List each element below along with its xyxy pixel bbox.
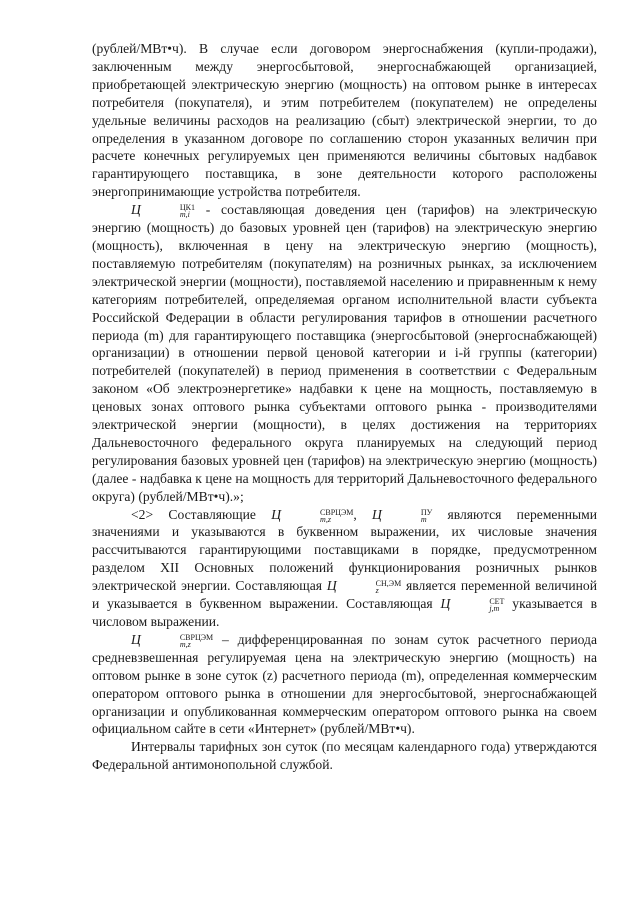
paragraph-3: <2> Составляющие Ц СВРЦЭМ m,z , Ц ПУ m являются переменными значениями и указываются в буквенном выражении, их числовые значения рассчитываются гарантирующими поставщиками в порядке, предусмотренном разделом XII Основных положений функционирования розничных рынков электрической энергии. Составляющая Ц СН,ЭМ z является переменной величиной и указывается в буквенном выражении. Составляющая Ц СЕТ j,m указывается в числовом выражении. bbox=[92, 506, 598, 629]
symbol-c-set: Ц СЕТ j,m bbox=[440, 596, 505, 614]
symbol-c-svrcem: Ц СВРЦЭМ m,z bbox=[271, 506, 354, 524]
symbol-c-sn-em: Ц СН,ЭМ z bbox=[326, 578, 402, 596]
paragraph-2: Ц ЦК1 m,i - составляющая доведения цен (тарифов) на электрическую энергию (мощность) до базовых уровней цен (тарифов) на электрическую энергию (мощность), включенная в цену на электрическую энергию (мощность), поставляемую потребителям (покупателям) на розничных рынках, за исключением электрической энергии (мощности), поставляемой населению и приравненным к нему категориям потребителей, определяемая органом исполнительной власти субъекта Российской Федерации в области регулирования тарифов в отношении расчетного периода (m) для гарантирующего поставщика (энергосбытовой (энергоснабжающей) организации) в отношении первой ценовой категории и i-й группы (категории) потребителей (покупателей) в период применения в соответствии с Федеральным законом «Об электроэнергетике» надбавки к цене на мощность, поставляемую в ценовых зонах оптового рынка субъектами оптового рынка - производителями электрической энергии (мощности), в целях достижения на территориях Дальневосточного федерального округа планируемых на следующий период регулирования базовых уровней цен (тарифов) на электрическую энергию (мощность) (далее - надбавка к цене на мощность для территорий Дальневосточного федерального округа) (рублей/МВт•ч).»; bbox=[92, 202, 597, 504]
paragraph-4: Ц СВРЦЭМ m,z – дифференцированная по зонам суток расчетного периода средневзвешенная регулируемая цена на электрическую энергию (мощность) на оптовом рынке в зоне суток (z) расчетного периода (m), определенная коммерческим оператором оптового рынка в отношении для энергосбытовой, энергоснабжающей организации и опубликованная коммерческим оператором оптового рынка на своем официальном сайте в сети «Интернет» (рублей/МВт•ч). bbox=[92, 631, 597, 737]
symbol-c-ck1: Ц ЦК1 m,i bbox=[131, 202, 195, 220]
symbol-c-svrcem-def: Ц СВРЦЭМ m,z bbox=[131, 631, 214, 649]
symbol-c-pu: Ц ПУ m bbox=[372, 506, 433, 524]
paragraph-1: (рублей/МВт•ч). В случае если договором энергоснабжения (купли-продажи), заключенным между энергосбытовой, энергоснабжающей организацией, приобретающей электрическую энергию (мощность) на оптовом рынке в интересах потребителя (покупателя), и этим потребителем (покупателем) не определены удельные величины расходов на реализацию (сбыт) электрической энергии, то до определения в указанном договоре по соглашению сторон указанных величин при расчете конечных регулируемых цен применяются величины сбытовых надбавок гарантирующего поставщика, в зоне деятельности которого расположены энергопринимающие устройства потребителя. bbox=[92, 41, 597, 200]
paragraph-5: Интервалы тарифных зон суток (по месяцам календарного года) утверждаются Федеральной антимонопольной службой. bbox=[92, 739, 597, 773]
document-page bbox=[92, 40, 597, 774]
